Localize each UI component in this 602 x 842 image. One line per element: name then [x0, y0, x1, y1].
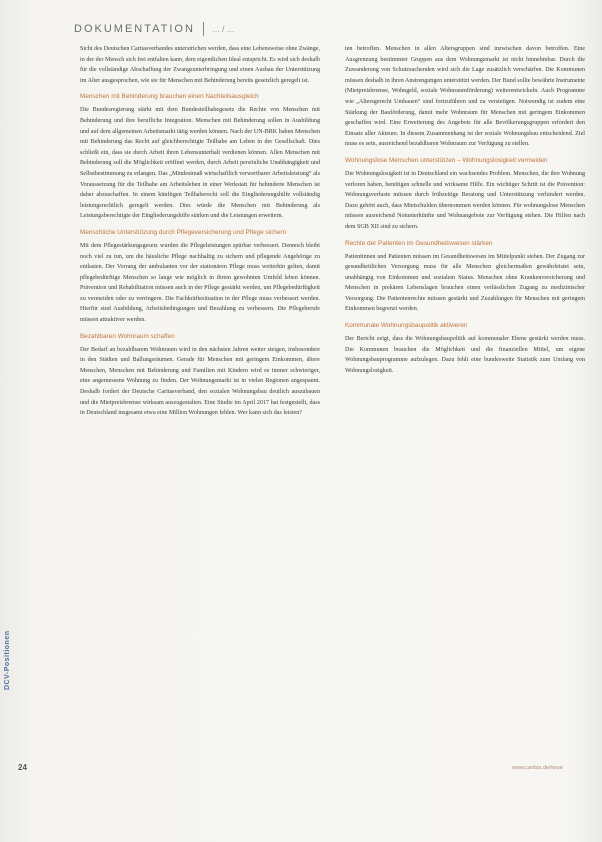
page-number: 24: [18, 763, 27, 772]
section-heading: Menschen mit Behinderung brauchen einen Nachteilsausgleich: [80, 93, 259, 101]
body-paragraph: Mit dem Pflegestärkungsgesetz wurden die Pflegeleistungen spürbar verbessert. Dennoch bleibt noch viel zu tun, um die häusliche Pflege nachhaltig zu sichern und pflegende Angehörige zu entlasten. Der Vorrang der ambulanten vor der stationären Pflege muss weiterhin gelten, damit pflegebedürftige Menschen so lange wie möglich in ihrem gewohnten Umfeld leben können. Prävention und Rehabilitation müssen auch in der Pflege gestärkt werden, um Pflegebedürftigkeit zu vermeiden oder zu verringern. Die Fachkräftesituation in der Pflege muss verbessert werden. Hierfür sind Ausbildung, Arbeitsbedingungen und Bezahlung zu verbessern. Die Pflegeberufe müssen attraktiver werden.: [80, 242, 320, 324]
body-paragraph: Die Bundesregierung stärkt mit dem Bundesteilhabegesetz die Rechte von Menschen mit Behinderung und ihre berufliche Integration. Menschen mit Behinderung sollen in Ausbildung und auf dem allgemeinen Arbeitsmarkt tätig werden können. Nach der UN-BRK haben Menschen mit Behinderung das Recht auf gleichberechtigte Teilhabe am Leben in der Gesellschaft. Dies schließt ein, dass sie durch Arbeit ihren Lebensunterhalt verdienen können. Allen Menschen mit Behinderung soll die Möglichkeit eröffnet werden, durch Arbeit persönliche Unabhängigkeit und Selbstbestimmung zu erlangen. Das „Mindestmaß wirtschaftlich verwertbarer Arbeitsleistung“ als Voraussetzung für die Teilhabe am Arbeitsleben in einer Werkstatt für behinderte Menschen ist daher abzuschaffen. In einem künftigen Teilhaberecht soll die Eingliederungshilfe vollständig leistungsrechtlich geregelt werden. Dies würde die Menschen mit Behinderung als Leistungsberechtigte der Eingliederungshilfe stärken und die Leistungen erweitern.: [80, 107, 320, 220]
left-column: [80, 44, 320, 421]
body-paragraph: ten betroffen. Menschen in allen Altersgruppen sind inzwischen davon betroffen. Eine Ausgrenzung bestimmter Gruppen aus dem Wohnungsmarkt ist nicht hinnehmbar. Durch die Zuwanderung von Schutzsuchenden wird sich die Lage zusätzlich verschärfen. Die Kommunen müssen deshalb in ihren Anstrengungen unterstützt werden. Der Bund sollte bewährte Instrumente (Mietpreisbremse, Wohngeld, soziale Wohnraumförderung) weiterentwickeln. Auch Programme wie „Altersgerecht Umbauen“ sind fortzuführen und zu verstetigen. Notwendig ist zudem eine Stärkung der Bauförderung, damit mehr Wohnraum für Menschen mit geringem Einkommen geschaffen wird. Eine Erweiterung des Angebots für alle Bevölkerungsgruppen erfordert den Einsatz aller Akteure. In diesem Zusammenhang ist der soziale Wohnungsbau entscheidend. Ziel muss es sein, ausreichend bezahlbaren Wohnraum zur Verfügung zu stellen.: [345, 46, 585, 148]
footer-url: www.caritas.de/neue: [512, 765, 563, 771]
header-subtitle: … / …: [211, 24, 235, 34]
section-heading: Menschliche Unterstützung durch Pflegeversicherung und Pflege sichern: [80, 228, 287, 236]
section-heading: Bezahlbaren Wohnraum schaffen: [80, 332, 175, 340]
body-paragraph: Der Bericht zeigt, dass die Wohnungsbaupolitik auf kommunaler Ebene gestärkt werden muss. Die Kommunen brauchen die Möglichkeit und die finanziellen Mittel, um eigene Wohnungsbauprogramme aufzulegen. Dazu fehlt eine bundesweite Statistik zum Umfang von Wohnungslosigkeit.: [345, 336, 585, 374]
section-heading: Kommunale Wohnungsbaupolitik aktivieren: [345, 322, 468, 330]
right-column: [345, 44, 585, 378]
section-label: DOKUMENTATION: [74, 23, 195, 35]
body-paragraph: Sicht des Deutschen Caritasverbandes unterstrichen werden, dass eine Lebensweise ohne Zwänge, in der der Mensch sich frei entfalten kann, dem eigentlichen Ideal entspricht. Es wird sich deshalb für die vollständige Abschaffung der Zwangsunterbringung und einen Ausbau der Unterstützung im Alter ausgesprochen, wie sie für Menschen mit Behinderung bereits gesetzlich geregelt ist.: [80, 46, 320, 84]
body-paragraph: Der Bedarf an bezahlbarem Wohnraum wird in den nächsten Jahren weiter steigen, insbesondere in den Städten und Ballungsräumen. Gerade für Menschen mit geringem Einkommen, ältere Menschen, Menschen mit Behinderung und Familien mit Kindern wird es immer schwieriger, eine angemessene Wohnung zu finden. Der Wohnungsmarkt ist in vielen Regionen angespannt. Deshalb fordert der Deutsche Caritasverband, den sozialen Wohnungsbau deutlich auszubauen und die Mietpreisbremse wirksam auszugestalten. Eine Studie im April 2017 hat festgestellt, dass in Deutschland insgesamt etwa eine Million Wohnungen fehlen. Wer kann sich das leisten?: [80, 346, 320, 417]
body-paragraph: Die Wohnungslosigkeit ist in Deutschland ein wachsendes Problem. Menschen, die ihre Wohnung verloren haben, benötigen schnelle und wirksame Hilfe. Ein wichtiger Schritt ist die Prävention: Wohnungsverluste müssen durch frühzeitige Beratung und Unterstützung verhindert werden. Dazu gehört auch, dass Mietschulden übernommen werden können. Für wohnungslose Menschen müssen ausreichend Notunterkünfte und Wohnangebote zur Verfügung stehen. Die Hilfen nach dem SGB XII sind zu sichern.: [345, 170, 585, 230]
page-header: [74, 18, 235, 40]
side-brand-label: DCV-Positionen: [4, 630, 11, 690]
section-heading: Rechte der Patienten im Gesundheitswesen stärken: [345, 239, 493, 247]
section-heading: Wohnungslose Menschen unterstützen – Wohnungslosigkeit vermeiden: [345, 156, 548, 164]
body-paragraph: Patientinnen und Patienten müssen im Gesundheitswesen im Mittelpunkt stehen. Der Zugang zur gesundheitlichen Versorgung muss für alle Menschen gleichermaßen gewährleistet sein, unabhängig von Einkommen und sozialem Status. Menschen ohne Krankenversicherung und Menschen in prekären Lebenslagen brauchen einen verlässlichen Zugang zu medizinischer Versorgung. Die Patientenrechte müssen gestärkt und Zuzahlungen für Menschen mit geringem Einkommen begrenzt werden.: [345, 253, 585, 313]
header-divider: [203, 22, 204, 36]
